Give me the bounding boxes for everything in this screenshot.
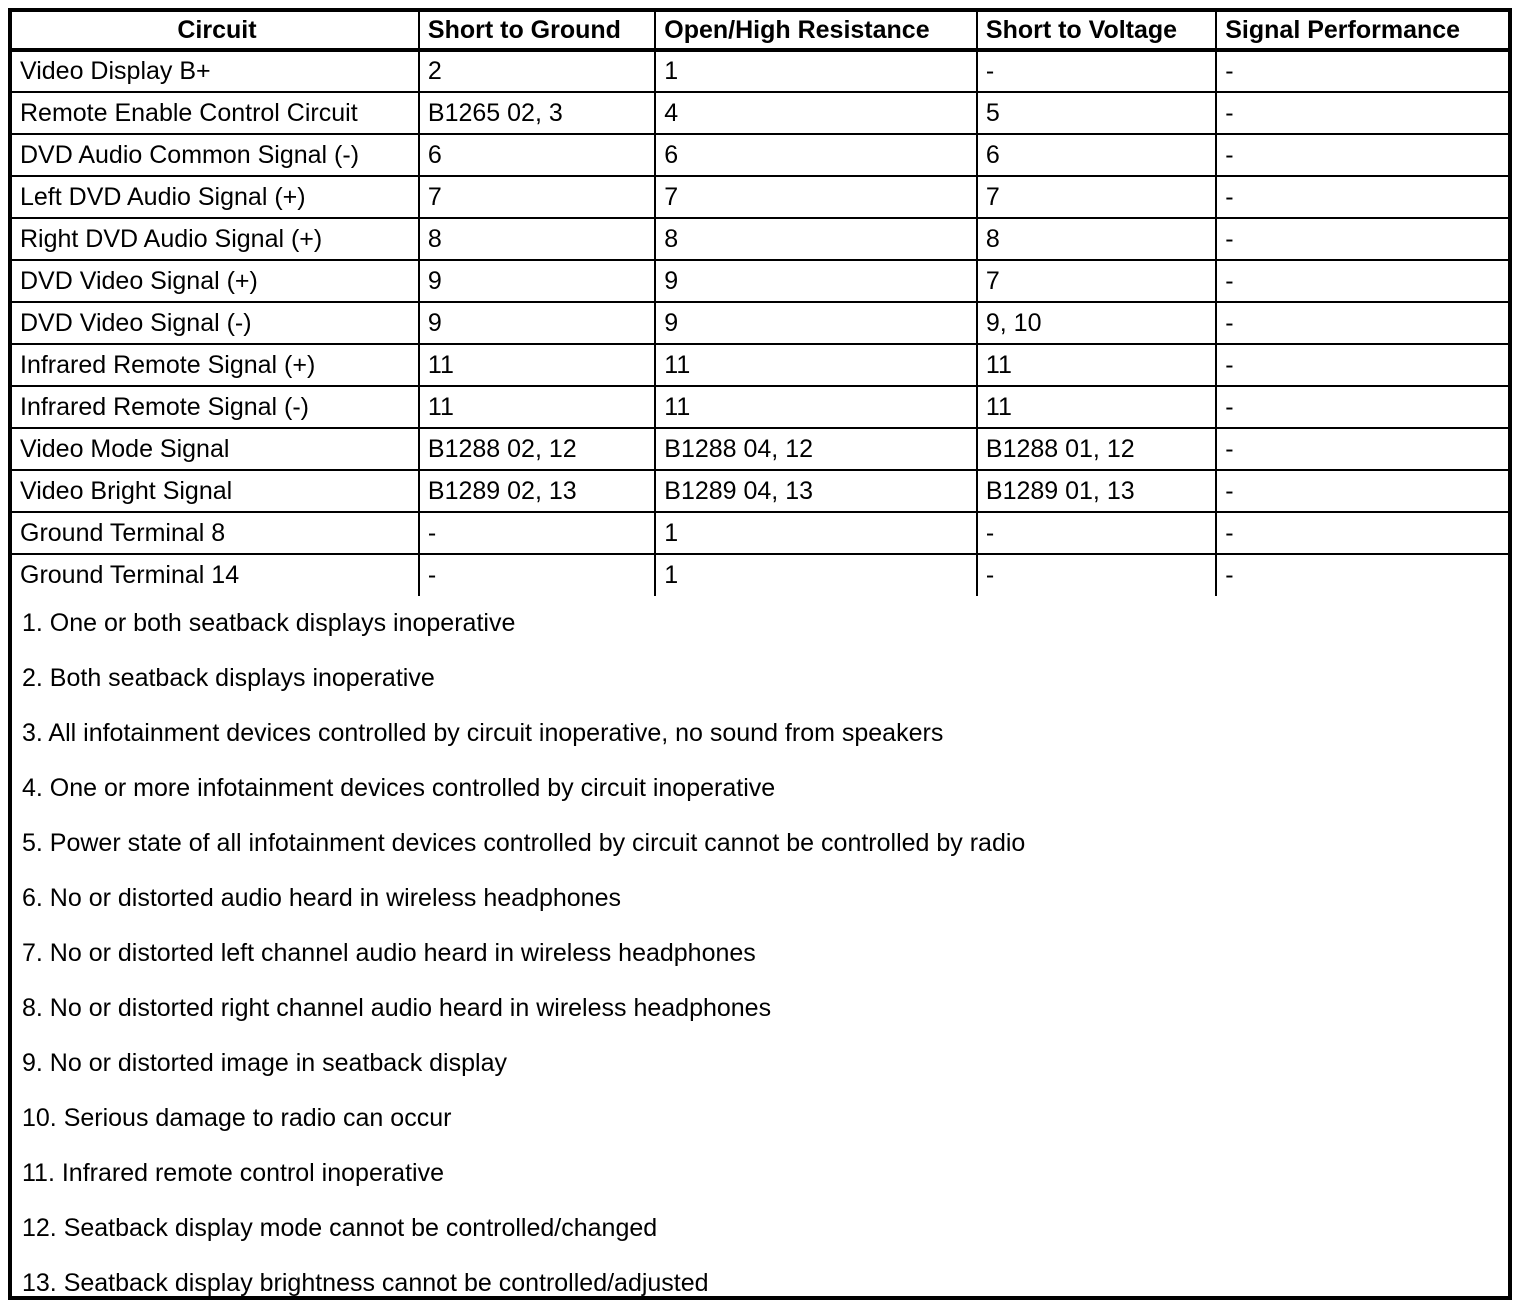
cell-short-to-voltage: B1289 01, 13	[977, 470, 1216, 512]
cell-signal-performance: -	[1216, 554, 1508, 596]
cell-open-high-resistance: 6	[655, 134, 977, 176]
footnote-item: 10. Serious damage to radio can occur	[22, 1104, 452, 1132]
cell-short-to-ground: -	[419, 512, 655, 554]
column-header-short-to-voltage: Short to Voltage	[977, 12, 1216, 50]
cell-circuit: DVD Video Signal (-)	[12, 302, 419, 344]
footnote-item: 8. No or distorted right channel audio heard in wireless headphones	[22, 994, 772, 1022]
cell-signal-performance: -	[1216, 344, 1508, 386]
cell-short-to-voltage: 9, 10	[977, 302, 1216, 344]
circuit-diagnostic-table	[12, 12, 1508, 596]
footnote-item: 4. One or more infotainment devices controlled by circuit inoperative	[22, 774, 776, 802]
cell-short-to-voltage: 11	[977, 386, 1216, 428]
cell-circuit: Ground Terminal 8	[12, 512, 419, 554]
cell-circuit: Video Display B+	[12, 50, 419, 92]
cell-open-high-resistance: 11	[655, 386, 977, 428]
footnote-item: 13. Seatback display brightness cannot be controlled/adjusted	[22, 1269, 709, 1297]
cell-short-to-voltage: 5	[977, 92, 1216, 134]
cell-signal-performance: -	[1216, 134, 1508, 176]
cell-signal-performance: -	[1216, 428, 1508, 470]
footnote-item: 9. No or distorted image in seatback display	[22, 1049, 507, 1077]
cell-short-to-voltage: -	[977, 554, 1216, 596]
table-row	[12, 344, 1508, 386]
cell-open-high-resistance: 4	[655, 92, 977, 134]
cell-signal-performance: -	[1216, 260, 1508, 302]
cell-short-to-voltage: 6	[977, 134, 1216, 176]
cell-signal-performance: -	[1216, 470, 1508, 512]
column-header-circuit: Circuit	[12, 12, 419, 50]
footnote-item: 11. Infrared remote control inoperative	[22, 1159, 444, 1187]
cell-circuit: DVD Video Signal (+)	[12, 260, 419, 302]
cell-signal-performance: -	[1216, 512, 1508, 554]
cell-short-to-voltage: 11	[977, 344, 1216, 386]
cell-short-to-ground: B1265 02, 3	[419, 92, 655, 134]
footnote-item: 5. Power state of all infotainment devices controlled by circuit cannot be controlled by radio	[22, 829, 1026, 857]
cell-open-high-resistance: 1	[655, 554, 977, 596]
footnote-item: 7. No or distorted left channel audio heard in wireless headphones	[22, 939, 756, 967]
cell-short-to-voltage: -	[977, 50, 1216, 92]
cell-open-high-resistance: B1288 04, 12	[655, 428, 977, 470]
cell-short-to-voltage: 7	[977, 176, 1216, 218]
cell-circuit: Right DVD Audio Signal (+)	[12, 218, 419, 260]
cell-open-high-resistance: 9	[655, 302, 977, 344]
cell-short-to-ground: 11	[419, 344, 655, 386]
diagnostic-table-frame	[8, 8, 1512, 1300]
cell-signal-performance: -	[1216, 92, 1508, 134]
cell-signal-performance: -	[1216, 50, 1508, 92]
cell-short-to-ground: B1288 02, 12	[419, 428, 655, 470]
table-row	[12, 92, 1508, 134]
column-header-short-to-ground: Short to Ground	[419, 12, 655, 50]
cell-short-to-voltage: 7	[977, 260, 1216, 302]
cell-circuit: Left DVD Audio Signal (+)	[12, 176, 419, 218]
cell-short-to-ground: 7	[419, 176, 655, 218]
table-row	[12, 302, 1508, 344]
table-header-row	[12, 12, 1508, 50]
cell-short-to-ground: -	[419, 554, 655, 596]
footnote-item: 6. No or distorted audio heard in wireless headphones	[22, 884, 621, 912]
footnotes-section	[12, 596, 1508, 1300]
cell-open-high-resistance: 1	[655, 512, 977, 554]
cell-circuit: Remote Enable Control Circuit	[12, 92, 419, 134]
column-header-open-high-resistance: Open/High Resistance	[655, 12, 977, 50]
cell-open-high-resistance: 9	[655, 260, 977, 302]
cell-open-high-resistance: 11	[655, 344, 977, 386]
cell-open-high-resistance: 7	[655, 176, 977, 218]
table-row	[12, 512, 1508, 554]
cell-open-high-resistance: 1	[655, 50, 977, 92]
cell-circuit: Infrared Remote Signal (-)	[12, 386, 419, 428]
table-row	[12, 554, 1508, 596]
footnote-item: 1. One or both seatback displays inoperative	[22, 609, 516, 637]
cell-signal-performance: -	[1216, 386, 1508, 428]
cell-short-to-ground: 8	[419, 218, 655, 260]
footnote-item: 3. All infotainment devices controlled by circuit inoperative, no sound from speakers	[22, 719, 944, 747]
cell-circuit: Video Mode Signal	[12, 428, 419, 470]
cell-open-high-resistance: 8	[655, 218, 977, 260]
cell-short-to-ground: 9	[419, 260, 655, 302]
cell-short-to-voltage: 8	[977, 218, 1216, 260]
cell-open-high-resistance: B1289 04, 13	[655, 470, 977, 512]
footnote-item: 2. Both seatback displays inoperative	[22, 664, 435, 692]
cell-short-to-ground: B1289 02, 13	[419, 470, 655, 512]
cell-short-to-voltage: B1288 01, 12	[977, 428, 1216, 470]
cell-circuit: Ground Terminal 14	[12, 554, 419, 596]
cell-short-to-voltage: -	[977, 512, 1216, 554]
table-row	[12, 176, 1508, 218]
table-row	[12, 50, 1508, 92]
table-row	[12, 218, 1508, 260]
cell-signal-performance: -	[1216, 218, 1508, 260]
cell-circuit: Infrared Remote Signal (+)	[12, 344, 419, 386]
table-row	[12, 134, 1508, 176]
footnote-item: 12. Seatback display mode cannot be controlled/changed	[22, 1214, 658, 1242]
table-row	[12, 470, 1508, 512]
table-row	[12, 260, 1508, 302]
cell-circuit: DVD Audio Common Signal (-)	[12, 134, 419, 176]
cell-short-to-ground: 6	[419, 134, 655, 176]
cell-short-to-ground: 11	[419, 386, 655, 428]
cell-signal-performance: -	[1216, 176, 1508, 218]
column-header-signal-performance: Signal Performance	[1216, 12, 1508, 50]
table-row	[12, 428, 1508, 470]
cell-circuit: Video Bright Signal	[12, 470, 419, 512]
cell-short-to-ground: 2	[419, 50, 655, 92]
cell-signal-performance: -	[1216, 302, 1508, 344]
table-row	[12, 386, 1508, 428]
cell-short-to-ground: 9	[419, 302, 655, 344]
